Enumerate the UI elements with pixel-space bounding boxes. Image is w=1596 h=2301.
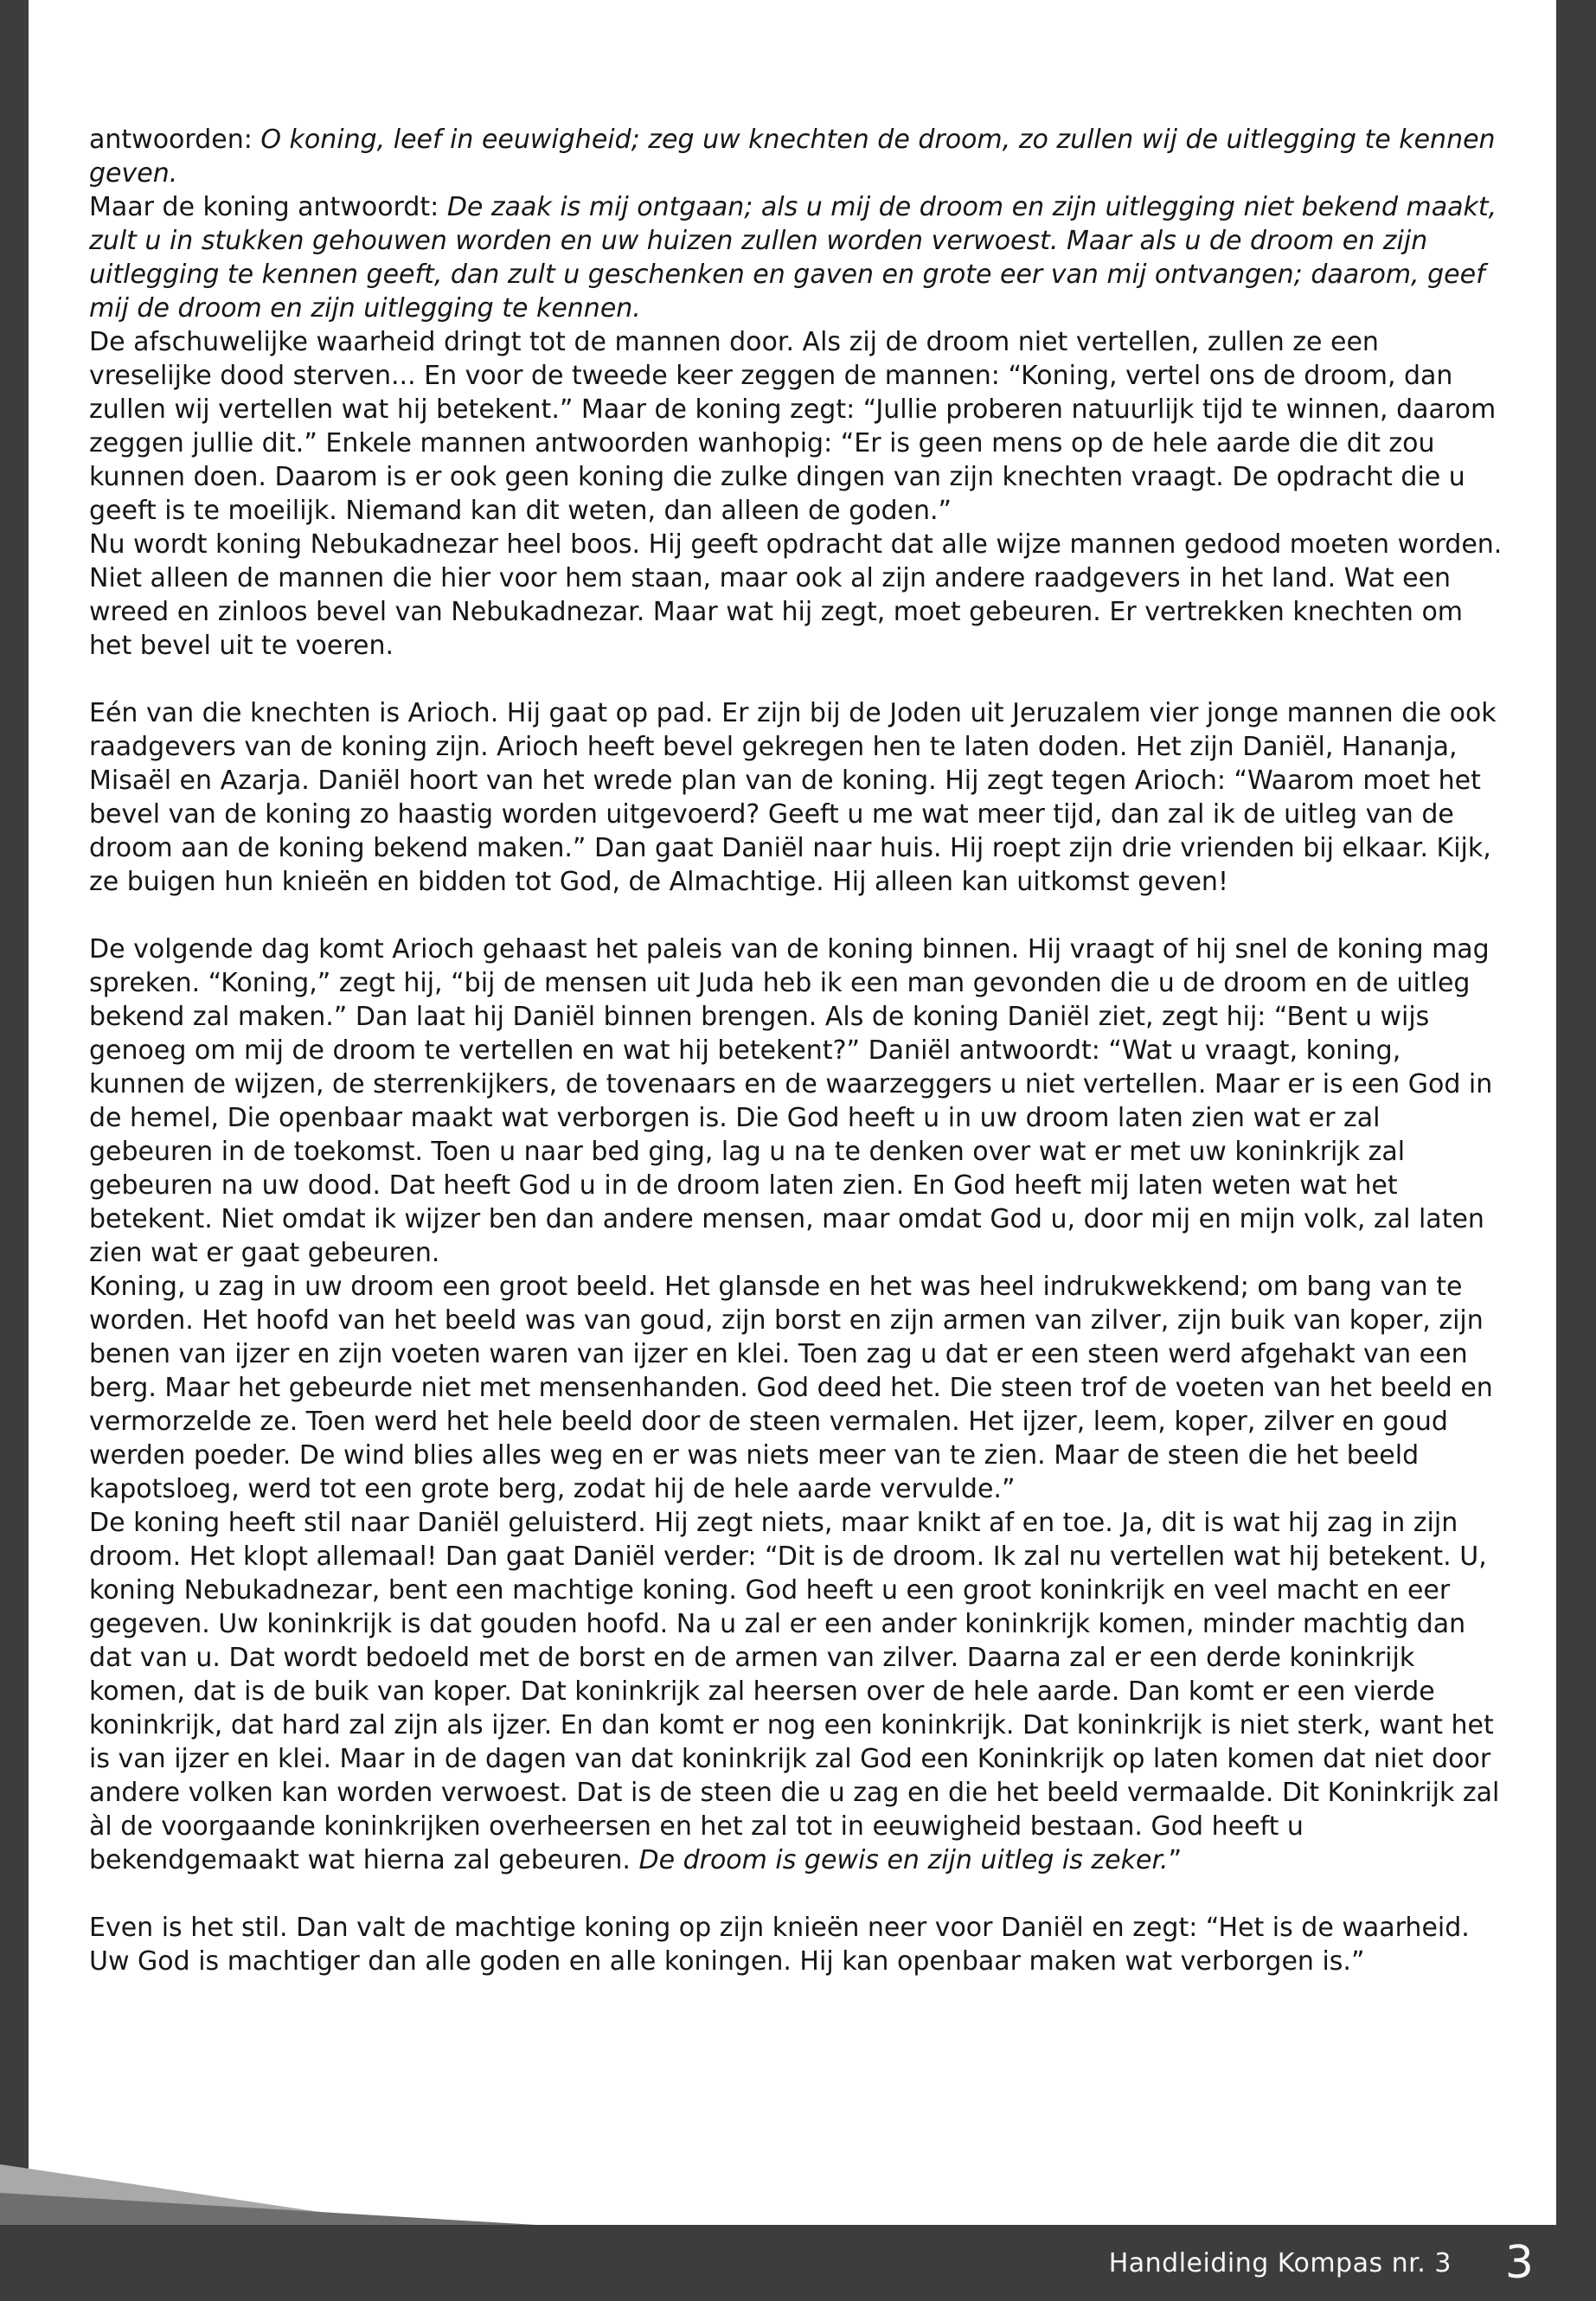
scripture-quote-text: De droom is gewis en zijn uitleg is zeker. bbox=[638, 1845, 1169, 1875]
paragraph-text: Koning, u zag in uw droom een groot beeld. Het glansde en het was heel indrukwekkend; om bang van te worden. Het hoofd van het beeld was van goud, zijn borst en zijn armen van zilver, zijn buik van koper, zijn benen van ijzer en zijn voeten waren van ijzer en klei. Toen zag u dat er een steen werd afgehakt van een berg. Maar het gebeurde niet met mensenhanden. God deed het. Die steen trof de voeten van het beeld en vermorzelde ze. Toen werd het hele beeld door de steen vermalen. Het ijzer, leem, koper, zilver en goud werden poeder. De wind blies alles weg en er was niets meer van te zien. Maar de steen die het beeld kapotsloeg, werd tot een grote berg, zodat hij de hele aarde vervulde.” bbox=[89, 1272, 1493, 1504]
paragraph bbox=[89, 528, 1503, 663]
corner-wedge-shadow-decoration bbox=[0, 2193, 536, 2225]
scripture-quote-text: O koning, leef in eeuwigheid; zeg uw knechten de droom, zo zullen wij de uitlegging te kennen geven. bbox=[89, 125, 1496, 189]
scripture-quote-text: De zaak is mij ontgaan; als u mij de droom en zijn uitlegging niet bekend maakt, zult u in stukken gehouwen worden en uw huizen zullen worden verwoest. Maar als u de droom en zijn uitlegging te kennen geeft, dan zult u geschenken en gaven en grote eer van mij ontvangen; daarom, geef mij de droom en zijn uitlegging te kennen. bbox=[89, 192, 1497, 324]
footer-title: Handleiding Kompas nr. 3 bbox=[1108, 2247, 1452, 2279]
paragraph bbox=[89, 325, 1503, 528]
page-number: 3 bbox=[1504, 2237, 1534, 2289]
body-text bbox=[89, 123, 1503, 1978]
left-border-bar bbox=[0, 0, 29, 2301]
paragraph bbox=[89, 1506, 1503, 1877]
paragraph bbox=[89, 1911, 1503, 1978]
paragraph bbox=[89, 1270, 1503, 1506]
paragraph bbox=[89, 123, 1503, 190]
paragraph bbox=[89, 696, 1503, 899]
paragraph-text: De afschuwelijke waarheid dringt tot de mannen door. Als zij de droom niet vertellen, zullen ze een vreselijke dood sterven... En voor de tweede keer zeggen de mannen: “Koning, vertel ons de droom, dan zullen wij vertellen wat hij betekent.” Maar de koning zegt: “Jullie proberen natuurlijk tijd te winnen, daarom zeggen jullie dit.” Enkele mannen antwoorden wanhopig: “Er is geen mens op de hele aarde die dit zou kunnen doen. Daarom is er ook geen koning die zulke dingen van zijn knechten vraagt. De opdracht die u geeft is te moeilijk. Niemand kan dit weten, dan alleen de goden.” bbox=[89, 327, 1497, 526]
paragraph bbox=[89, 933, 1503, 1270]
right-border-bar bbox=[1556, 0, 1596, 2301]
paragraph-text: ” bbox=[1168, 1845, 1183, 1875]
paragraph-text: Nu wordt koning Nebukadnezar heel boos. Hij geeft opdracht dat alle wijze mannen gedood moeten worden. Niet alleen de mannen die hier voor hem staan, maar ook al zijn andere raadgevers in het land. Wat een wreed en zinloos bevel van Nebukadnezar. Maar wat hij zegt, moet gebeuren. Er vertrekken knechten om het bevel uit te voeren. bbox=[89, 529, 1503, 661]
paragraph-text: De volgende dag komt Arioch gehaast het paleis van de koning binnen. Hij vraagt of hij snel de koning mag spreken. “Koning,” zegt hij, “bij de mensen uit Juda heb ik een man gevonden die u de droom en de uitleg bekend zal maken.” Dan laat hij Daniël binnen brengen. Als de koning Daniël ziet, zegt hij: “Bent u wijs genoeg om mij de droom te vertellen en wat hij betekent?” Daniël antwoordt: “Wat u vraagt, koning, kunnen de wijzen, de sterrenkijkers, de tovenaars en de waarzeggers u niet vertellen. Maar er is een God in de hemel, Die openbaar maakt wat verborgen is. Die God heeft u in uw droom laten zien wat er zal gebeuren in de toekomst. Toen u naar bed ging, lag u na te denken over wat er met uw koninkrijk zal gebeuren na uw dood. Dat heeft God u in de droom laten zien. En God heeft mij laten weten wat het betekent. Niet omdat ik wijzer ben dan andere mensen, maar omdat God u, door mij en mijn volk, zal laten zien wat er gaat gebeuren. bbox=[89, 934, 1493, 1268]
paragraph-text: De koning heeft stil naar Daniël geluisterd. Hij zegt niets, maar knikt af en toe. Ja, dit is wat hij zag in zijn droom. Het klopt allemaal! Dan gaat Daniël verder: “Dit is de droom. Ik zal nu vertellen wat hij betekent. U, koning Nebukadnezar, bent een machtige koning. God heeft u een groot koninkrijk en veel macht en eer gegeven. Uw koninkrijk is dat gouden hoofd. Na u zal er een ander koninkrijk komen, minder machtig dan dat van u. Dat wordt bedoeld met de borst en de armen van zilver. Daarna zal er een derde koninkrijk komen, dat is de buik van koper. Dat koninkrijk zal heersen over de hele aarde. Dan komt er een vierde koninkrijk, dat hard zal zijn als ijzer. En dan komt er nog een koninkrijk. Dat koninkrijk is niet sterk, want het is van ijzer en klei. Maar in de dagen van dat koninkrijk zal God een Koninkrijk op laten komen dat niet door andere volken kan worden verwoest. Dat is de steen die u zag en die het beeld vermaalde. Dit Koninkrijk zal àl de voorgaande koninkrijken overheersen en het zal tot in eeuwigheid bestaan. God heeft u bekendgemaakt wat hierna zal gebeuren. bbox=[89, 1508, 1500, 1875]
paragraph bbox=[89, 190, 1503, 325]
paragraph-text: antwoorden: bbox=[89, 125, 261, 155]
paragraph-text: Maar de koning antwoordt: bbox=[89, 192, 447, 222]
paragraph-text: Even is het stil. Dan valt de machtige koning op zijn knieën neer voor Daniël en zegt: “Het is de waarheid. Uw God is machtiger dan alle goden en alle koningen. Hij kan openbaar maken wat verborgen is.” bbox=[89, 1913, 1470, 1977]
paragraph-text: Eén van die knechten is Arioch. Hij gaat op pad. Er zijn bij de Joden uit Jeruzalem vier jonge mannen die ook raadgevers van de koning zijn. Arioch heeft bevel gekregen hen te laten doden. Het zijn Daniël, Hananja, Misaël en Azarja. Daniël hoort van het wrede plan van de koning. Hij zegt tegen Arioch: “Waarom moet het bevel van de koning zo haastig worden uitgevoerd? Geeft u me wat meer tijd, dan zal ik de uitleg van de droom aan de koning bekend maken.” Dan gaat Daniël naar huis. Hij roept zijn drie vrienden bij elkaar. Kijk, ze buigen hun knieën en bidden tot God, de Almachtige. Hij alleen kan uitkomst geven! bbox=[89, 698, 1497, 897]
footer-bar bbox=[0, 2225, 1596, 2301]
